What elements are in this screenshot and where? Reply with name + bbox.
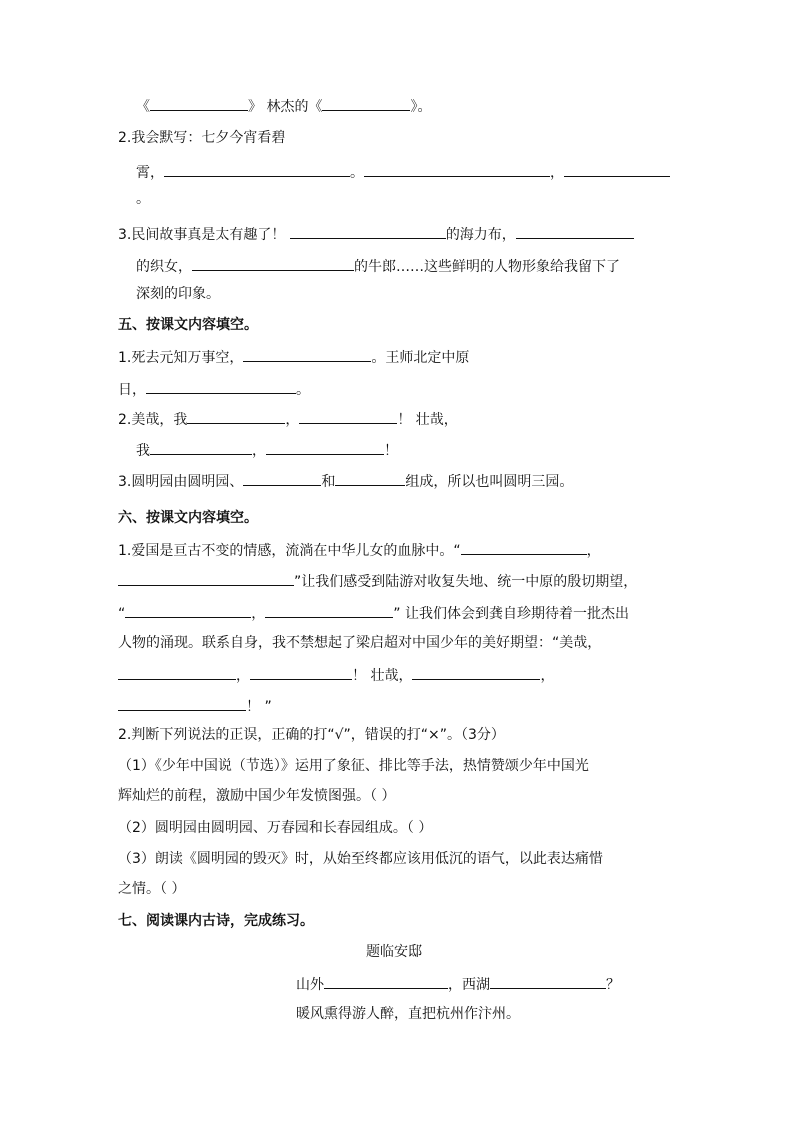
text: ， — [285, 412, 300, 428]
answer-blank[interactable] — [322, 95, 410, 111]
text: ， — [540, 668, 555, 684]
s6-q1-line4: 人物的涌现。联系自身，我不禁想起了梁启超对中国少年的美好期望：“美哉， — [118, 635, 602, 651]
answer-blank[interactable] — [118, 695, 246, 711]
answer-blank[interactable] — [164, 161, 350, 177]
answer-blank[interactable] — [564, 161, 670, 177]
text: 的牛郎……这些鲜明的人物形象给我留下了 — [354, 259, 620, 275]
s6-q2-title: 2.判断下列说法的正误，正确的打“√”，错误的打“×”。（3分） — [118, 727, 505, 743]
s6-q1-line3 — [118, 602, 629, 622]
text: 日， — [118, 382, 146, 398]
text: 3.圆明园由圆明园、 — [118, 474, 244, 490]
answer-blank[interactable] — [490, 973, 606, 989]
text: ！ ” — [246, 699, 272, 715]
answer-blank[interactable] — [150, 439, 252, 455]
answer-blank[interactable] — [243, 470, 321, 486]
answer-blank[interactable] — [118, 570, 294, 586]
answer-blank[interactable] — [265, 602, 393, 618]
text: ？ — [606, 977, 620, 993]
s5-q1-line2 — [118, 378, 310, 398]
answer-blank[interactable] — [150, 95, 248, 111]
answer-blank[interactable] — [192, 255, 354, 271]
s4-q2-line3: 。 — [136, 191, 150, 207]
text: 组成，所以也叫圆明三园。 — [405, 474, 574, 490]
s6-q1-line1 — [118, 539, 601, 559]
answer-blank[interactable] — [461, 539, 587, 555]
s6-q1-line5 — [118, 664, 554, 684]
text: 2.美哉，我 — [118, 412, 188, 428]
text: “ — [118, 606, 126, 622]
answer-blank[interactable] — [146, 378, 296, 394]
s5-q2-line2 — [136, 439, 398, 459]
s6-q1-line2 — [118, 570, 637, 590]
s4-q3-line2 — [136, 255, 620, 275]
s6-q2-item1-line2: 辉灿烂的前程，激励中国少年发愤图强。（ ） — [118, 788, 396, 804]
s6-q2-item3-line1: （3）朗读《圆明园的毁灭》时，从始至终都应该用低沉的语气，以此表达痛惜 — [118, 851, 603, 867]
s4-q3-line1 — [118, 223, 634, 243]
s4-q3-line3: 深刻的印象。 — [136, 286, 220, 302]
answer-blank[interactable] — [299, 408, 397, 424]
answer-blank[interactable] — [125, 602, 251, 618]
poem-title: 题临安邸 — [366, 944, 422, 960]
answer-blank[interactable] — [243, 346, 371, 362]
text: 的织女， — [136, 259, 192, 275]
text: 1.死去元知万事空， — [118, 350, 244, 366]
answer-blank[interactable] — [335, 470, 405, 486]
text: 。 — [296, 382, 310, 398]
text: 和 — [321, 474, 336, 490]
text: ， — [550, 165, 564, 181]
section-5-heading: 五、按课文内容填空。 — [118, 317, 258, 333]
text: 。王师北定中原 — [371, 350, 470, 366]
answer-blank[interactable] — [290, 223, 446, 239]
text: 》 林杰的《 — [248, 99, 323, 115]
section-6-heading: 六、按课文内容填空。 — [118, 510, 258, 526]
s6-q2-item1-line1: （1）《少年中国说（节选）》运用了象征、排比等手法，热情赞颂少年中国光 — [118, 758, 589, 774]
s4-q2-line1: 2.我会默写：七夕今宵看碧 — [118, 130, 286, 146]
text: ， — [586, 543, 601, 559]
text: ， — [236, 668, 250, 684]
text: ！ 壮哉， — [352, 668, 413, 684]
text: 1.爱国是亘古不变的情感，流淌在中华儿女的血脉中。“ — [118, 543, 461, 559]
s6-q2-item3-line2: 之情。（ ） — [118, 881, 186, 897]
text: ， — [252, 443, 266, 459]
s5-q1-line1 — [118, 346, 469, 366]
text: 》。 — [410, 99, 432, 115]
s6-q2-item2: （2）圆明园由圆明园、万春园和长春园组成。（ ） — [118, 820, 433, 836]
answer-blank[interactable] — [266, 439, 384, 455]
poem-line1 — [296, 973, 620, 993]
s5-q2-line1 — [118, 408, 458, 428]
answer-blank[interactable] — [250, 664, 352, 680]
section-7-heading: 七、阅读课内古诗，完成练习。 — [118, 913, 314, 929]
text: ” 让我们体会到龚自珍期待着一批杰出 — [393, 606, 629, 622]
s5-q3 — [118, 470, 573, 490]
poem-line2: 暖风熏得游人醉，直把杭州作汴州。 — [296, 1006, 520, 1022]
answer-blank[interactable] — [516, 223, 634, 239]
text: 霄， — [136, 165, 164, 181]
s6-q1-line6 — [118, 695, 272, 715]
answer-blank[interactable] — [412, 664, 540, 680]
text: ，西湖 — [448, 977, 490, 993]
text: ， — [251, 606, 266, 622]
text: 。 — [350, 165, 364, 181]
text: 《 — [136, 99, 150, 115]
text: 的海力布， — [445, 227, 516, 243]
answer-blank[interactable] — [118, 664, 236, 680]
text: 3.民间故事真是太有趣了！ — [118, 227, 286, 243]
s4-q2-line2 — [136, 161, 670, 181]
answer-blank[interactable] — [187, 408, 285, 424]
s4-line1 — [136, 95, 431, 115]
text: 我 — [136, 443, 150, 459]
answer-blank[interactable] — [364, 161, 550, 177]
text: ！ — [384, 443, 398, 459]
text: ”让我们感受到陆游对收复失地、统一中原的殷切期望， — [294, 574, 638, 590]
text: 山外 — [296, 977, 324, 993]
answer-blank[interactable] — [324, 973, 448, 989]
text: ！ 壮哉， — [397, 412, 458, 428]
